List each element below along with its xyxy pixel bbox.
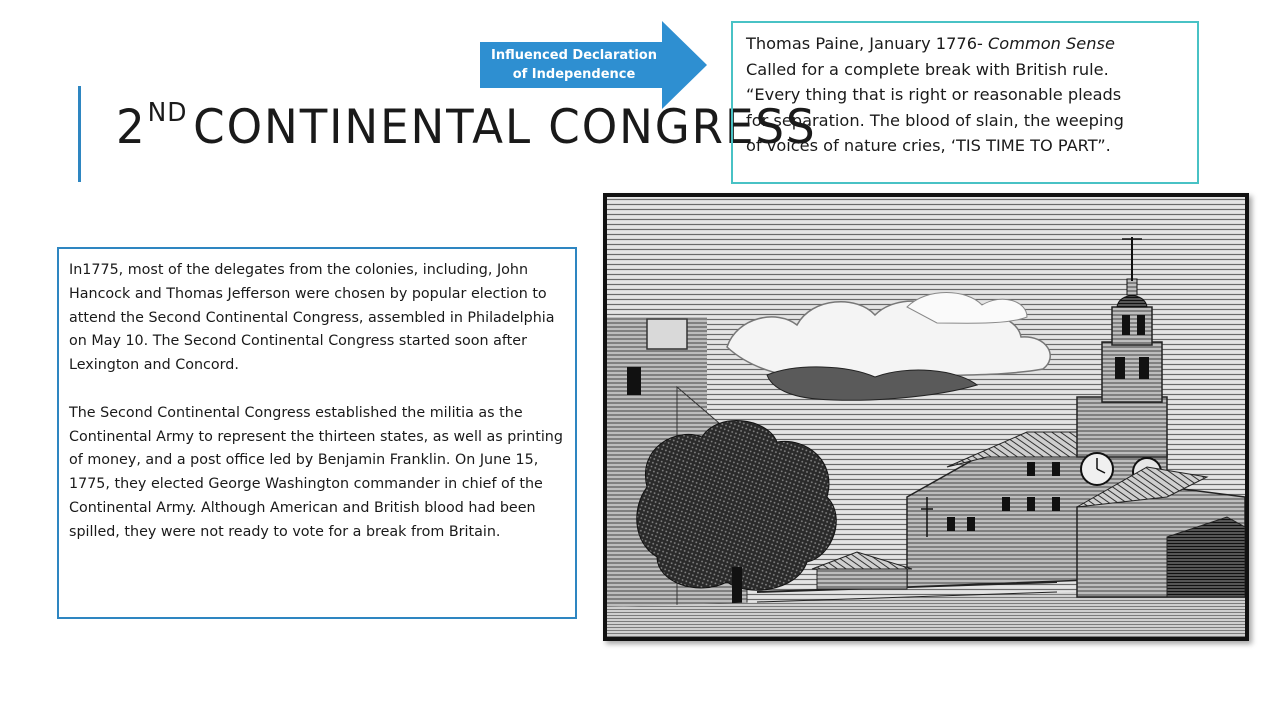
quote-line-5: of voices of nature cries, ‘TIS TIME TO PART”. bbox=[746, 136, 1111, 155]
quote-line-1 bbox=[746, 31, 1184, 57]
influence-arrow bbox=[478, 20, 708, 110]
quote-line-2: Called for a complete break with British rule. bbox=[746, 59, 1109, 79]
arrow-label bbox=[484, 46, 664, 84]
title-text: CONTINENTAL CONGRESS bbox=[193, 100, 817, 155]
title-accent-bar bbox=[78, 86, 81, 182]
quote-work-title: Common Sense bbox=[987, 34, 1115, 53]
congress-description-box bbox=[57, 247, 577, 619]
engraving-independence-hall-icon bbox=[607, 197, 1245, 637]
title-ordinal-suffix: ND bbox=[147, 98, 188, 128]
slide-title bbox=[116, 98, 817, 155]
arrow-label-line-1: Influenced Declaration bbox=[491, 48, 657, 63]
independence-hall-engraving bbox=[603, 193, 1249, 641]
quote-line-4: for separation. The blood of slain, the weeping bbox=[746, 110, 1124, 130]
quote-attribution: Thomas Paine, January 1776- bbox=[746, 34, 988, 53]
arrow-label-line-2: of Independence bbox=[512, 67, 636, 82]
paine-quote-box bbox=[731, 21, 1199, 184]
description-paragraph-2: The Second Continental Congress established the militia as the Continental Army to represent the thirteen states, as well as printing of money, and a post office led by Benjamin Franklin. On June 15, 1775, they elected George Washington commander in chief of the Continental Army. Although American and British blood had been spilled, they were not ready to vote for a break from Britain. bbox=[69, 404, 563, 540]
description-paragraph-1: In1775, most of the delegates from the colonies, including, John Hancock and Thomas Jefferson were chosen by popular election to attend the Second Continental Congress, assembled in Philadelphia on May 10. The Second Continental Congress started soon after Lexington and Concord. bbox=[69, 262, 555, 374]
title-number: 2 bbox=[116, 100, 147, 155]
quote-line-3: “Every thing that is right or reasonable pleads bbox=[746, 85, 1122, 104]
